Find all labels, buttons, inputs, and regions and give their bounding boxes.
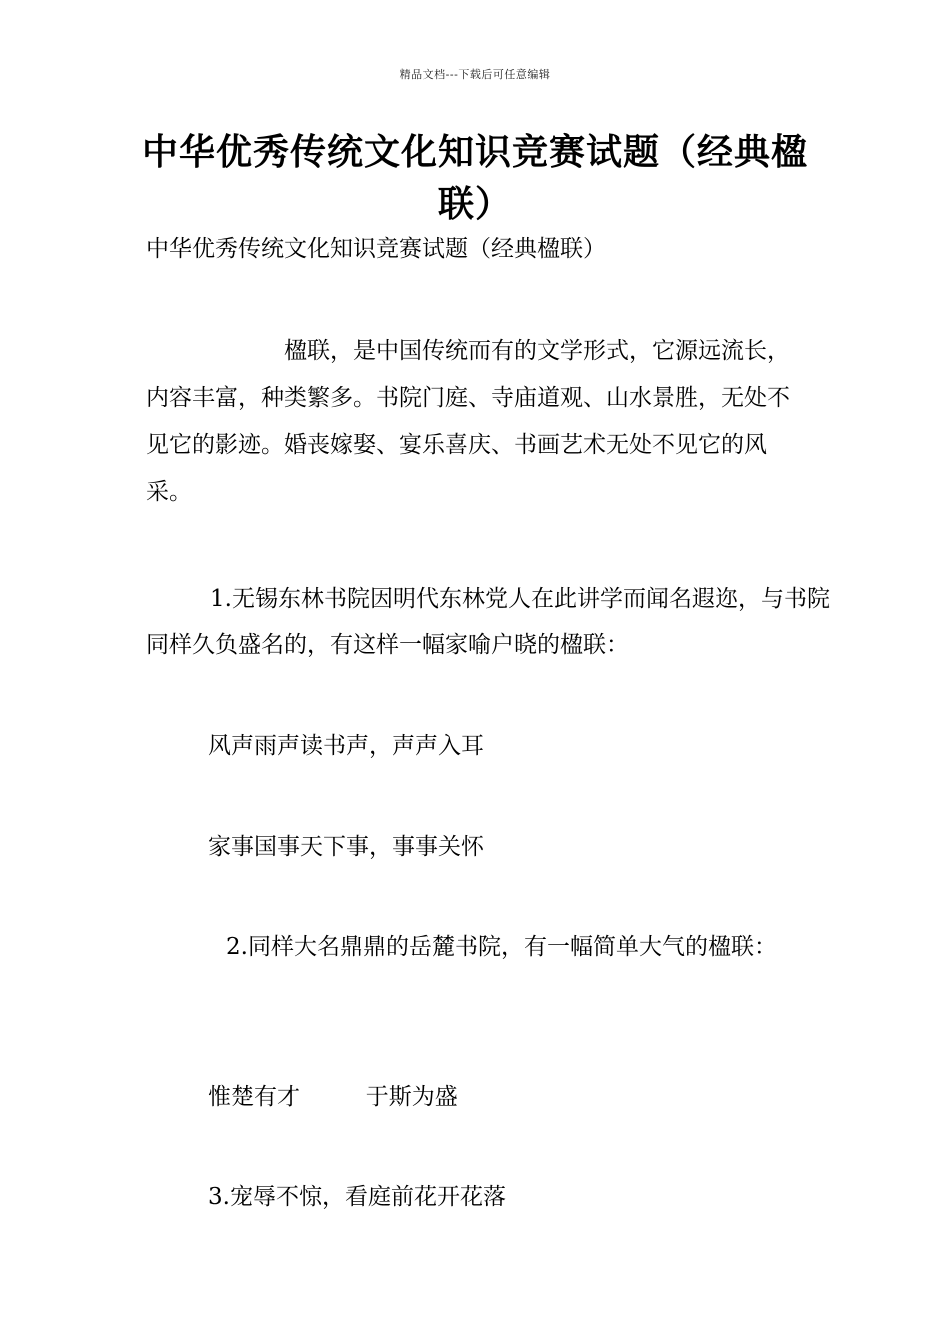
header-note: 精品文档---下载后可任意编辑 [399,68,551,81]
question-1: 1.无锡东林书院因明代东林党人在此讲学而闻名遐迩，与书院同样久负盛名的，有这样一幅家喻户晓的楹联： [146,586,830,658]
document-title: 中华优秀传统文化知识竞赛试题（经典楹联） [141,131,808,225]
question-1-couplet-lower: 家事国事天下事，事事关怀 [208,834,484,860]
question-2-couplet: 惟楚有才 于斯为盛 [208,1084,458,1110]
question-1-couplet-upper: 风声雨声读书声，声声入耳 [208,733,484,759]
intro-paragraph: 楹联，是中国传统而有的文学形式，它源远流长，内容丰富，种类繁多。书院门庭、寺庙道观、山水景胜，无处不见它的影迹。婚丧嫁娶、宴乐喜庆、书画艺术无处不见它的风采。 [146,338,790,505]
question-2: 2.同样大名鼎鼎的岳麓书院，有一幅简单大气的楹联： [226,934,777,960]
document-subtitle: 中华优秀传统文化知识竞赛试题（经典楹联） [146,236,606,262]
question-3: 3.宠辱不惊，看庭前花开花落 [208,1184,506,1210]
